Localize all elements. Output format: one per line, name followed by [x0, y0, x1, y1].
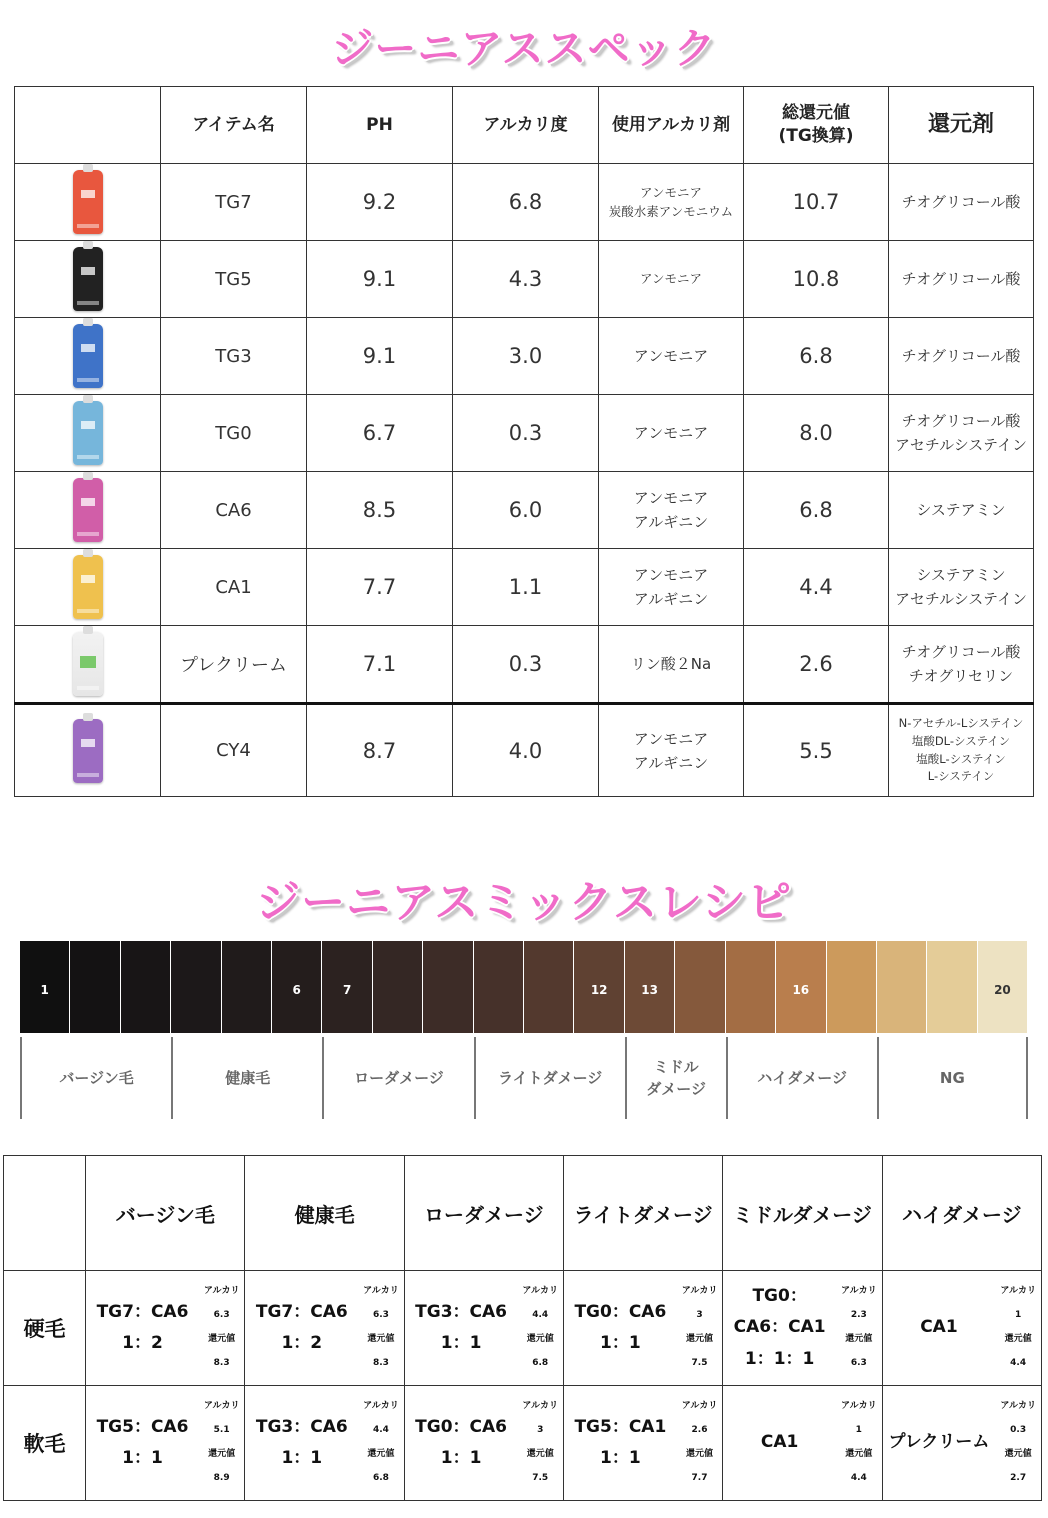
damage-category: 健康毛	[171, 1037, 322, 1119]
color-swatch	[222, 941, 271, 1033]
alkali-agent: アンモニア	[599, 395, 744, 472]
recipe-row	[4, 1271, 1042, 1386]
recipe-damage-header: 健康毛	[245, 1156, 404, 1271]
alkali-agent: アンモニア アルギニン	[599, 704, 744, 797]
color-swatch	[272, 941, 321, 1033]
mix-ratio: プレクリーム	[882, 1386, 995, 1501]
item-name: CA1	[161, 549, 307, 626]
total-reduction-value: 10.8	[744, 241, 889, 318]
color-swatch	[322, 941, 371, 1033]
alkali-agent: リン酸２Na	[599, 626, 744, 704]
item-name: TG7	[161, 164, 307, 241]
recipe-corner-cell	[4, 1156, 86, 1271]
spec-row	[15, 318, 1034, 395]
mix-values: アルカリ 2.3 還元値 6.3	[836, 1271, 882, 1386]
recipe-damage-header: ローダメージ	[404, 1156, 563, 1271]
ph-value: 8.5	[307, 472, 453, 549]
product-image-cell	[15, 549, 161, 626]
spec-header-cell: 使用アルカリ剤	[599, 87, 744, 164]
damage-category: ローダメージ	[322, 1037, 473, 1119]
hair-type-label: 硬毛	[4, 1271, 86, 1386]
product-image-cell	[15, 318, 161, 395]
mix-values: アルカリ 0.3 還元値 2.7	[995, 1386, 1041, 1501]
total-reduction-value: 4.4	[744, 549, 889, 626]
recipe-damage-header: バージン毛	[86, 1156, 245, 1271]
recipe-damage-header: ミドルダメージ	[723, 1156, 882, 1271]
alkali-agent: アンモニア	[599, 318, 744, 395]
product-image-cell	[15, 241, 161, 318]
item-name: TG0	[161, 395, 307, 472]
color-swatch	[776, 941, 825, 1033]
reducing-agent: システアミン	[889, 472, 1034, 549]
total-reduction-value: 2.6	[744, 626, 889, 704]
mix-values: アルカリ 2.6 還元値 7.7	[677, 1386, 723, 1501]
spec-row	[15, 241, 1034, 318]
mix-values: アルカリ 1 還元値 4.4	[995, 1271, 1041, 1386]
mix-ratio: TG7：CA6 1：2	[245, 1271, 358, 1386]
spec-header-cell: アイテム名	[161, 87, 307, 164]
color-swatch	[574, 941, 623, 1033]
spec-row	[15, 472, 1034, 549]
product-pouch-icon	[73, 478, 103, 542]
mix-ratio: TG3：CA6 1：1	[245, 1386, 358, 1501]
mix-ratio: TG0： CA6：CA1 1：1：1	[723, 1271, 836, 1386]
swatch-level-label: 20	[994, 983, 1011, 997]
damage-category: NG	[877, 1037, 1028, 1119]
ph-value: 9.1	[307, 241, 453, 318]
swatch-level-label: 13	[641, 983, 658, 997]
product-pouch-icon	[73, 170, 103, 234]
mix-values: アルカリ 4.4 還元値 6.8	[517, 1271, 563, 1386]
alkalinity-value: 4.3	[453, 241, 599, 318]
product-image-cell	[15, 164, 161, 241]
product-pouch-icon	[73, 401, 103, 465]
alkali-agent: アンモニア アルギニン	[599, 472, 744, 549]
mix-ratio: TG5：CA1 1：1	[564, 1386, 677, 1501]
product-image-cell	[15, 395, 161, 472]
reducing-agent: チオグリコール酸	[889, 164, 1034, 241]
reducing-agent: チオグリコール酸 アセチルシステイン	[889, 395, 1034, 472]
color-swatch	[423, 941, 472, 1033]
spec-header-cell: PH	[307, 87, 453, 164]
product-pouch-icon	[73, 324, 103, 388]
total-reduction-value: 8.0	[744, 395, 889, 472]
color-swatch	[827, 941, 876, 1033]
mix-ratio: CA1	[723, 1386, 836, 1501]
color-swatch	[121, 941, 170, 1033]
color-swatch	[474, 941, 523, 1033]
spec-title: ジーニアススペック	[331, 24, 717, 73]
mix-values: アルカリ 1 還元値 4.4	[836, 1386, 882, 1501]
damage-category: ハイダメージ	[726, 1037, 877, 1119]
item-name: CA6	[161, 472, 307, 549]
damage-category: ミドル ダメージ	[625, 1037, 726, 1119]
color-swatch	[524, 941, 573, 1033]
mix-ratio: TG5：CA6 1：1	[86, 1386, 199, 1501]
color-swatch	[70, 941, 119, 1033]
reducing-agent: チオグリコール酸	[889, 318, 1034, 395]
reducing-agent: システアミン アセチルシステイン	[889, 549, 1034, 626]
total-reduction-value: 6.8	[744, 472, 889, 549]
spec-row	[15, 164, 1034, 241]
recipe-row	[4, 1386, 1042, 1501]
swatch-level-label: 16	[792, 983, 810, 997]
color-swatch	[373, 941, 422, 1033]
reducing-agent: チオグリコール酸 チオグリセリン	[889, 626, 1034, 704]
spec-row	[15, 704, 1034, 797]
damage-category: ライトダメージ	[474, 1037, 625, 1119]
swatch-level-label: 6	[292, 983, 301, 997]
ph-value: 6.7	[307, 395, 453, 472]
spec-header-cell: 還元剤	[889, 87, 1034, 164]
product-image-cell	[15, 626, 161, 704]
mix-values: アルカリ 3 還元値 7.5	[677, 1271, 723, 1386]
mix-values: アルカリ 5.1 還元値 8.9	[199, 1386, 245, 1501]
recipe-damage-header: ハイダメージ	[882, 1156, 1041, 1271]
product-pouch-icon	[73, 247, 103, 311]
spec-header-cell: アルカリ度	[453, 87, 599, 164]
reducing-agent: N-アセチル-Lシステイン 塩酸DL-システイン 塩酸L-システイン L-システイン	[889, 704, 1034, 797]
ph-value: 9.2	[307, 164, 453, 241]
color-swatch	[978, 941, 1027, 1033]
alkali-agent: アンモニア アルギニン	[599, 549, 744, 626]
item-name: プレクリーム	[161, 626, 307, 704]
recipe-table	[3, 1155, 1042, 1501]
mix-ratio: TG7：CA6 1：2	[86, 1271, 199, 1386]
damage-category-bar	[20, 1037, 1028, 1119]
product-pouch-icon	[73, 632, 103, 696]
ph-value: 9.1	[307, 318, 453, 395]
product-image-cell	[15, 704, 161, 797]
spec-row	[15, 395, 1034, 472]
spec-row	[15, 549, 1034, 626]
total-reduction-value: 10.7	[744, 164, 889, 241]
spec-table	[14, 86, 1034, 797]
alkali-agent: アンモニア	[599, 241, 744, 318]
alkali-agent: アンモニア 炭酸水素アンモニウム	[599, 164, 744, 241]
swatch-level-label: 7	[342, 983, 352, 997]
swatch-level-label: 12	[590, 983, 608, 997]
spec-row	[15, 626, 1034, 704]
mix-ratio: TG0：CA6 1：1	[404, 1386, 517, 1501]
reducing-agent: チオグリコール酸	[889, 241, 1034, 318]
recipe-title: ジーニアスミックスレシピ	[256, 877, 792, 928]
ph-value: 7.7	[307, 549, 453, 626]
mix-values: アルカリ 3 還元値 7.5	[517, 1386, 563, 1501]
mix-ratio: CA1	[882, 1271, 995, 1386]
ph-value: 7.1	[307, 626, 453, 704]
spec-header-cell	[15, 87, 161, 164]
spec-header-cell: 総還元値 (TG換算)	[744, 87, 889, 164]
color-swatch	[20, 941, 69, 1033]
product-image-cell	[15, 472, 161, 549]
color-swatch	[625, 941, 674, 1033]
color-swatch	[726, 941, 775, 1033]
alkalinity-value: 4.0	[453, 704, 599, 797]
mix-ratio: TG3：CA6 1：1	[404, 1271, 517, 1386]
alkalinity-value: 6.8	[453, 164, 599, 241]
item-name: TG5	[161, 241, 307, 318]
damage-category: バージン毛	[20, 1037, 171, 1119]
product-pouch-icon	[73, 555, 103, 619]
mix-values: アルカリ 4.4 還元値 6.8	[358, 1386, 404, 1501]
item-name: TG3	[161, 318, 307, 395]
product-pouch-icon	[73, 719, 103, 783]
mix-values: アルカリ 6.3 還元値 8.3	[199, 1271, 245, 1386]
color-swatch	[877, 941, 926, 1033]
total-reduction-value: 6.8	[744, 318, 889, 395]
alkalinity-value: 0.3	[453, 395, 599, 472]
mix-ratio: TG0：CA6 1：1	[564, 1271, 677, 1386]
alkalinity-value: 6.0	[453, 472, 599, 549]
color-swatch	[675, 941, 724, 1033]
alkalinity-value: 0.3	[453, 626, 599, 704]
color-level-strip	[20, 941, 1027, 1033]
swatch-level-label: 1	[40, 983, 49, 997]
ph-value: 8.7	[307, 704, 453, 797]
item-name: CY4	[161, 704, 307, 797]
color-swatch	[927, 941, 976, 1033]
alkalinity-value: 3.0	[453, 318, 599, 395]
mix-values: アルカリ 6.3 還元値 8.3	[358, 1271, 404, 1386]
recipe-damage-header: ライトダメージ	[564, 1156, 723, 1271]
alkalinity-value: 1.1	[453, 549, 599, 626]
hair-type-label: 軟毛	[4, 1386, 86, 1501]
color-swatch	[171, 941, 220, 1033]
total-reduction-value: 5.5	[744, 704, 889, 797]
